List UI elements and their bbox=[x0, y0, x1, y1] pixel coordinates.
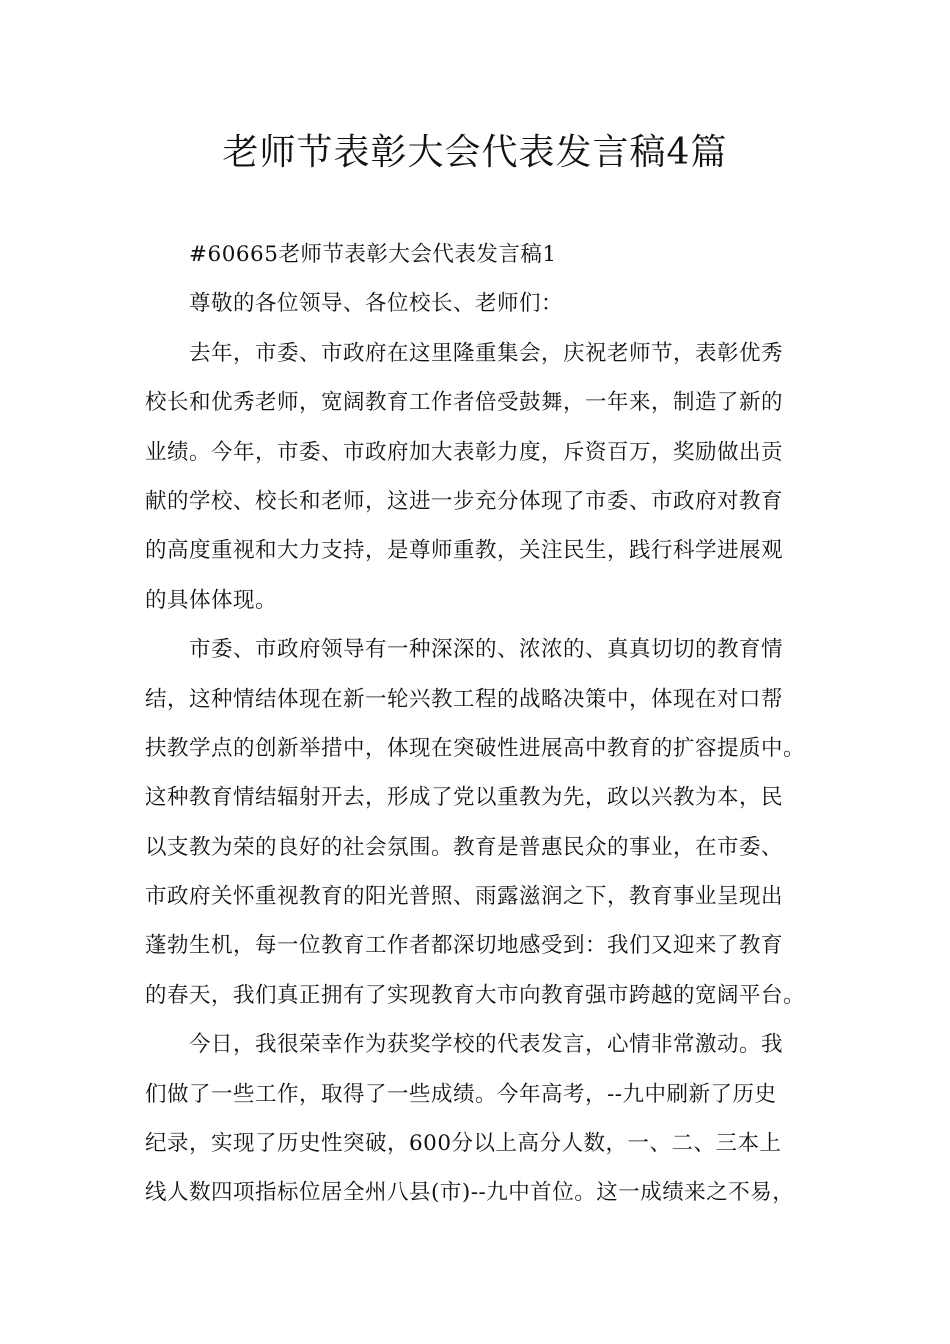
text-line: 们做了一些工作，取得了一些成绩。今年高考，--九中刷新了历史 bbox=[145, 1081, 777, 1107]
text-line: 的春天，我们真正拥有了实现教育大市向教育强市跨越的宽阔平台。 bbox=[145, 982, 806, 1008]
text-line: 校长和优秀老师，宽阔教育工作者倍受鼓舞，一年来，制造了新的 bbox=[145, 390, 784, 416]
text-line: 纪录，实现了历史性突破，600分以上高分人数，一、二、三本上 bbox=[145, 1131, 782, 1157]
text-line: 市委、市政府领导有一种深深的、浓浓的、真真切切的教育情 bbox=[189, 637, 784, 663]
text-line: 去年，市委、市政府在这里隆重集会，庆祝老师节，表彰优秀 bbox=[189, 340, 784, 366]
text-line: 这种教育情结辐射开去，形成了党以重教为先，政以兴教为本，民 bbox=[145, 785, 784, 811]
text-line: #60665老师节表彰大会代表发言稿1 bbox=[189, 242, 557, 267]
text-line: 的具体体现。 bbox=[145, 587, 278, 613]
text-line: 的高度重视和大力支持，是尊师重教，关注民生，践行科学进展观 bbox=[145, 538, 784, 564]
text-line: 市政府关怀重视教育的阳光普照、雨露滋润之下，教育事业呈现出 bbox=[145, 884, 784, 910]
text-line: 扶教学点的创新举措中，体现在突破性进展高中教育的扩容提质中。 bbox=[145, 735, 806, 761]
text-line: 结，这种情结体现在新一轮兴教工程的战略决策中，体现在对口帮 bbox=[145, 686, 784, 712]
text-line: 尊敬的各位领导、各位校长、老师们： bbox=[189, 291, 564, 317]
text-line: 今日，我很荣幸作为获奖学校的代表发言，心情非常激动。我 bbox=[189, 1032, 784, 1058]
document-title: 老师节表彰大会代表发言稿4篇 bbox=[222, 132, 728, 173]
text-line: 以支教为荣的良好的社会氛围。教育是普惠民众的事业，在市委、 bbox=[145, 834, 784, 860]
text-line: 蓬勃生机，每一位教育工作者都深切地感受到：我们又迎来了教育 bbox=[145, 933, 784, 959]
text-line: 业绩。今年，市委、市政府加大表彰力度，斥资百万，奖励做出贡 bbox=[145, 439, 784, 465]
text-line: 献的学校、校长和老师，这进一步充分体现了市委、市政府对教育 bbox=[145, 488, 784, 514]
document-body bbox=[145, 230, 815, 1218]
text-line: 线人数四项指标位居全州八县(市)--九中首位。这一成绩来之不易， bbox=[145, 1180, 795, 1206]
